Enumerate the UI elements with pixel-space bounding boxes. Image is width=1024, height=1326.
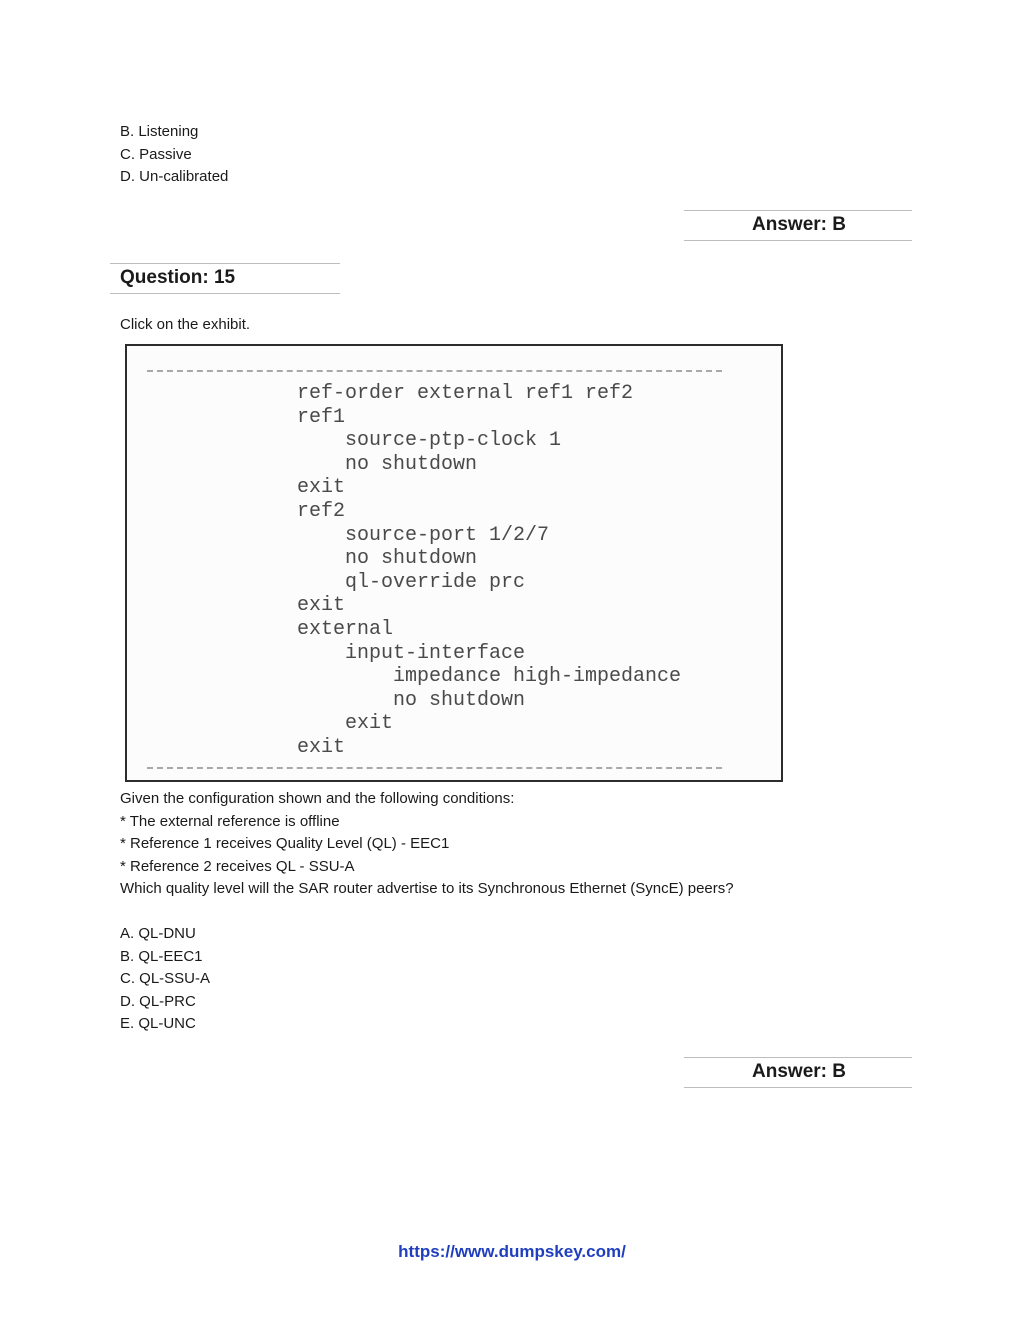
question-line: Given the configuration shown and the following conditions: (120, 790, 515, 807)
answer-box (684, 1057, 912, 1088)
code-line: ref-order external ref1 ref2 (297, 382, 634, 405)
option-d: D. QL-PRC (120, 992, 196, 1010)
question-text (120, 788, 734, 901)
question-line: * Reference 1 receives Quality Level (QL) - EEC1 (120, 835, 450, 852)
exhibit-image (125, 344, 783, 782)
previous-answer-label: Answer: B (752, 214, 846, 235)
code-line: no shutdown (297, 688, 526, 712)
option-e: E. QL-UNC (120, 1015, 196, 1032)
answer-label: Answer: B (752, 1061, 846, 1082)
code-line: exit (297, 735, 346, 759)
exhibit-bottom-divider (147, 767, 722, 769)
option-c: C. QL-SSU-A (120, 970, 211, 987)
exhibit-top-divider (147, 370, 722, 372)
code-line: exit (297, 476, 346, 500)
question-line: * Reference 2 receives QL - SSU-A (120, 857, 355, 875)
code-line: exit (297, 594, 346, 618)
exhibit-code (127, 382, 681, 760)
code-line: exit (297, 712, 394, 736)
code-line: ref1 (297, 405, 346, 429)
code-line: source-ptp-clock 1 (297, 429, 562, 453)
exhibit-intro: Click on the exhibit. (120, 316, 251, 333)
question-options (120, 923, 210, 1036)
previous-question-options (120, 121, 228, 189)
code-line: no shutdown (297, 547, 478, 571)
question-line: * The external reference is offline (120, 812, 340, 830)
code-line: ref2 (297, 499, 346, 523)
question-line: Which quality level will the SAR router advertise to its Synchronous Ethernet (SyncE) peers? (120, 880, 734, 897)
code-line: impedance high-impedance (297, 665, 682, 689)
option-a: A. QL-DNU (120, 925, 196, 942)
code-line: no shutdown (297, 452, 478, 476)
footer-link[interactable]: https://www.dumpskey.com/ (398, 1242, 626, 1261)
option-d: D. Un-calibrated (120, 168, 229, 185)
code-line: ql-override prc (297, 570, 526, 594)
question-title: Question: 15 (120, 267, 236, 288)
previous-answer-box (684, 210, 912, 241)
code-line: input-interface (297, 641, 526, 665)
code-line: external (297, 617, 394, 641)
option-b: B. QL-EEC1 (120, 947, 203, 965)
code-line: source-port 1/2/7 (297, 523, 550, 547)
question-heading-box (110, 263, 340, 294)
option-b: B. Listening (120, 123, 199, 140)
option-c: C. Passive (120, 145, 192, 163)
